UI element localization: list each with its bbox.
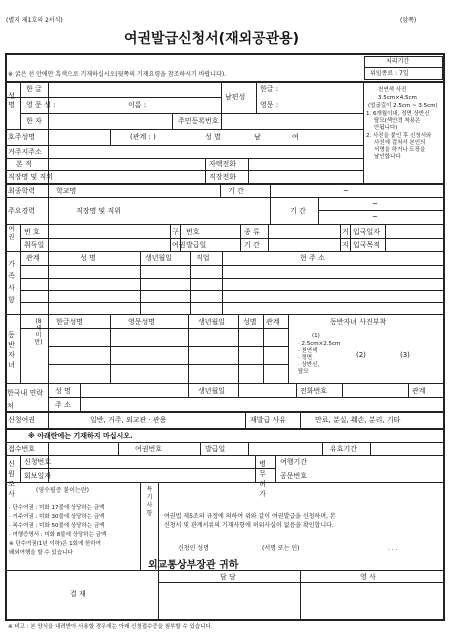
family-address: 현 주 소 [300, 254, 325, 262]
reissue-label: 재발급 사유 [250, 416, 287, 424]
contact-phone: 전화번호 [300, 387, 328, 395]
contact-address: 주 소 [55, 401, 71, 409]
issue-date-label: 발급일 [205, 445, 226, 453]
geo-label: 거 [342, 228, 349, 236]
work-phone-label: 직장전화 [209, 173, 237, 181]
career-tilde-1: ~ [372, 200, 378, 208]
relation-label: (관계 : ) [130, 133, 156, 141]
english-label: 영 문 성 : [26, 101, 56, 109]
approval-label: 결 재 [70, 590, 86, 598]
fee-travel: · 여행증명서 : 미화 8불에 상당하는 금액 [9, 532, 107, 538]
consul-label: 영 사 [360, 573, 376, 581]
education-label: 최종학력 [8, 187, 36, 195]
companion-age-note: (8세 미만) [34, 318, 43, 346]
page-side: (앞쪽) [400, 17, 417, 24]
companion-photo-3[interactable]: (3) [400, 351, 410, 359]
family-name: 성 명 [80, 254, 96, 262]
companion-relation: 관계 [266, 318, 280, 326]
gu-label: 구 [172, 228, 179, 236]
footer-note: ※ 비고 : 본 양식을 내려받아 사용할 경우에는 아래 신청접수증을 첨부할 수 있습니다. [8, 624, 213, 630]
declaration-text-2: 신청서 및 관계서류의 기재사항에 허위사실이 없음을 확인합니다. [164, 522, 334, 529]
workplace-label: 직장명 및 직위 [8, 173, 54, 181]
processing-value: 위임종료 : 7일 [370, 70, 409, 77]
home-phone-label: 자택전화 [209, 160, 237, 168]
reissue-reasons[interactable]: 만료, 분실, 훼손, 분리, 기타 [315, 416, 401, 424]
companion-photo-label: 동반자녀 사진부착 [330, 318, 387, 326]
review-group-label: 신원조사 [8, 460, 15, 498]
addressee: 외교통상부장관 귀하 [148, 560, 239, 571]
date-placeholder[interactable]: . . . [388, 545, 398, 552]
form-title: 여권발급신청서(재외공관용) [124, 31, 300, 47]
fee-resident: · 거주여권 : 미화 30불에 상당하는 금액 [9, 514, 105, 520]
valid-date-label: 유효기간 [330, 445, 358, 453]
permit-no-label: 공문번호 [280, 472, 308, 480]
chi-label: 지 [342, 241, 349, 249]
prev-passport-label: 여권 [8, 226, 15, 241]
type-label: 종 류 [244, 228, 260, 236]
companion-photo-2[interactable]: (2) [356, 351, 366, 359]
sign-label: (서명 또는 인) [262, 545, 300, 552]
period-label: 기 간 [244, 241, 260, 249]
applicant-label: 신청인 성명 [178, 545, 209, 552]
family-relation: 관계 [26, 254, 40, 262]
rrn-label: 주민등록번호 [178, 117, 219, 125]
staff-label: 담 당 [220, 573, 236, 581]
contact-name: 성 명 [55, 387, 71, 395]
special-notes-label: 특기사항 [146, 486, 153, 517]
companion-hangul-name: 한글성명 [56, 318, 84, 326]
contact-relation: 관계 [412, 387, 426, 395]
family-job: 직업 [196, 254, 210, 262]
edu-tilde: ~ [343, 187, 349, 195]
old-issued-label: 발급일 [186, 241, 207, 249]
processing-label: 처리기간 [386, 58, 410, 65]
office-use-note: ※ 아래란에는 기재하지 마십시오. [28, 432, 133, 440]
career-workplace-label: 직장명 및 직위 [76, 207, 122, 215]
entry-date-label: 입국일자 [353, 228, 381, 236]
declaration-text-1: 여권법 제5조의 규정에 의하여 위와 같이 여권발급을 신청하며, 본 [164, 513, 336, 520]
prev-acquired-label: 취득일 [24, 241, 45, 249]
companion-sex: 성별 [243, 318, 257, 326]
name-group-label: 성명 [8, 92, 15, 109]
family-group-label: 가족사항 [8, 260, 15, 304]
origin-label: 본 적 [16, 160, 32, 168]
sex-female[interactable]: 여 [292, 133, 299, 141]
companion-group-label: 동반자녀 [8, 331, 15, 369]
application-types[interactable]: 일반, 거주, 외교관 · 관용 [90, 416, 167, 424]
reply-date-label: 회보일자 [24, 472, 52, 480]
fee-note-1: ※ 단수여권(1년 이하)은 1회에 한하여 [9, 541, 101, 547]
old-number-label: 번호 [186, 228, 200, 236]
spouse-english-label: 영문 : [260, 101, 279, 109]
contact-group-label: 한국내 연락처 [7, 389, 44, 410]
family-head-label: 호주성명 [8, 133, 36, 141]
form-number: (별지 제1호의 2서식) [6, 17, 63, 24]
fee-single: · 단수여권 : 미화 17불에 상당하는 금액 [9, 505, 105, 511]
military-label: 병무허가 [259, 460, 266, 498]
receipt-no-label: 접수번호 [8, 445, 36, 453]
companion-english-name: 영문성명 [128, 318, 156, 326]
check-no-label: 신청번호 [24, 458, 52, 466]
entry-purpose-label: 입국목적 [353, 241, 381, 249]
hanja-label: 한 자 [26, 117, 42, 125]
companion-dob: 생년월일 [198, 318, 226, 326]
passport-no-label: 여권번호 [135, 445, 163, 453]
sex-label: 성 별 [205, 133, 221, 141]
career-label: 주요경력 [8, 207, 36, 215]
residence-label: 거주지주소 [8, 148, 42, 156]
application-label: 신청여권 [8, 416, 36, 424]
contact-dob: 생년월일 [198, 387, 226, 395]
hangul-label: 한 글 [26, 85, 42, 93]
edu-period-label: 기 간 [228, 187, 244, 195]
travel-period-label: 여행기간 [280, 458, 308, 466]
fee-multi: · 복수여권 : 미화 50불에 상당하는 금액 [9, 523, 105, 529]
english-first-label: 이름 : [128, 101, 147, 109]
passport-label: 여권 [172, 241, 186, 249]
career-tilde-2: ~ [372, 213, 378, 221]
instruction-note: ※ 굵은 선 안에만 흑색으로 기재하십시오(뒷쪽의 기재요령을 참조하시기 바랍니다). [8, 71, 227, 78]
spouse-label: 남편성 [225, 93, 246, 101]
school-label: 학교명 [56, 187, 77, 195]
spouse-hangul-label: 한글 : [260, 85, 279, 93]
prev-number-label: 번 호 [24, 228, 40, 236]
fee-note-2: 왜외여행을 할 수 있습니다 [9, 550, 73, 556]
family-dob: 생년월일 [145, 254, 173, 262]
sex-male[interactable]: 남 [254, 133, 261, 141]
career-period-label: 기 간 [290, 207, 306, 215]
stamp-label: (영수필증 붙이는란) [36, 487, 89, 494]
